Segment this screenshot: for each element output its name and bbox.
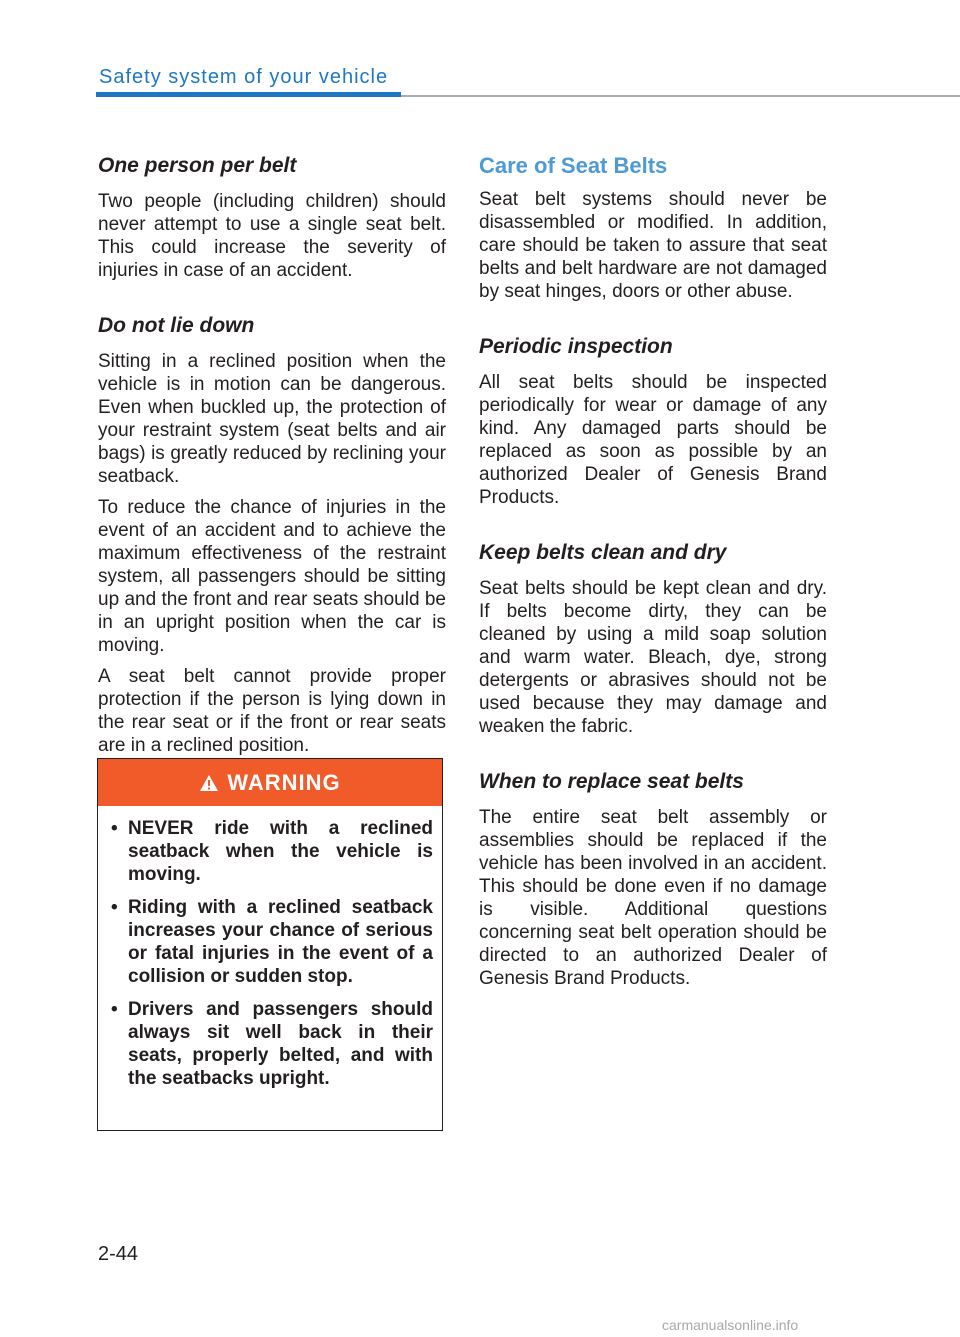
paragraph-periodic-inspection: All seat belts should be inspected periodically for wear or damage of any kind. Any damaged parts should be replaced as soon as possible by an authorized Dealer of Genesis Brand Products.: [479, 372, 827, 508]
right-column: [479, 152, 827, 998]
heading-care-of-seat-belts: Care of Seat Belts: [479, 153, 668, 178]
paragraph-lie-down-2: To reduce the chance of injuries in the event of an accident and to achieve the maximum effectiveness of the restraint system, all passengers should be sitting up and the front and rear seats should be in an upright position when the car is moving.: [98, 497, 446, 656]
paragraph-lie-down-1: Sitting in a reclined position when the vehicle is in motion can be dangerous. Even when buckled up, the protection of your restraint system (seat belts and air bags) is greatly reduced by reclining your seatback.: [98, 351, 446, 487]
warning-item: [108, 817, 433, 886]
warning-item-text: NEVER ride with a reclined seatback when the vehicle is moving.: [128, 818, 433, 885]
watermark: carmanualsonline.info: [662, 1317, 799, 1333]
page-number: 2-44: [98, 1243, 139, 1265]
paragraph-keep-belts-clean: Seat belts should be kept clean and dry. If belts become dirty, they can be cleaned by using a mild soap solution and warm water. Bleach, dye, strong detergents or abrasives should not be used because they may damage and weaken the fabric.: [479, 578, 827, 737]
left-column: [98, 152, 446, 765]
header-rule-accent: [96, 92, 401, 97]
heading-do-not-lie-down: Do not lie down: [98, 314, 255, 337]
paragraph-lie-down-3: A seat belt cannot provide proper protection if the person is lying down in the rear seat or if the front or rear seats are in a reclined position.: [98, 666, 446, 756]
paragraph-when-to-replace: The entire seat belt assembly or assemblies should be replaced if the vehicle has been involved in an accident. This should be done even if no damage is visible. Additional questions concerning seat belt operation should be directed to an authorized Dealer of Genesis Brand Products.: [479, 807, 827, 989]
bullet: •: [111, 897, 118, 918]
spacer: [479, 746, 827, 768]
spacer: [479, 311, 827, 333]
warning-item: [108, 998, 433, 1090]
warning-list: [108, 817, 433, 1100]
bullet: •: [111, 818, 118, 839]
heading-when-to-replace: When to replace seat belts: [479, 770, 744, 793]
spacer: [479, 517, 827, 539]
heading-one-person-per-belt: One person per belt: [98, 154, 297, 177]
bullet: •: [111, 999, 118, 1020]
warning-header: [98, 759, 442, 806]
warning-item-text: Drivers and passengers should always sit well back in their seats, properly belted, and with the seatbacks upright.: [128, 999, 433, 1089]
section-header-title: Safety system of your vehicle: [99, 66, 389, 88]
spacer: [98, 290, 446, 312]
paragraph-one-person-per-belt: Two people (including children) should never attempt to use a single seat belt. This could increase the severity of injuries in case of an accident.: [98, 191, 446, 281]
heading-keep-belts-clean: Keep belts clean and dry: [479, 541, 727, 564]
warning-box: [97, 758, 443, 1131]
warning-triangle-icon: [199, 774, 219, 792]
warning-item: [108, 896, 433, 988]
heading-periodic-inspection: Periodic inspection: [479, 335, 673, 358]
warning-item-text: Riding with a reclined seatback increases your chance of serious or fatal injuries in the event of a collision or sudden stop.: [128, 897, 433, 987]
paragraph-care-of-seat-belts: Seat belt systems should never be disassembled or modified. In addition, care should be taken to assure that seat belts and belt hardware are not damaged by seat hinges, doors or other abuse.: [479, 189, 827, 302]
header-rule: [401, 95, 960, 97]
warning-label: WARNING: [227, 769, 341, 795]
